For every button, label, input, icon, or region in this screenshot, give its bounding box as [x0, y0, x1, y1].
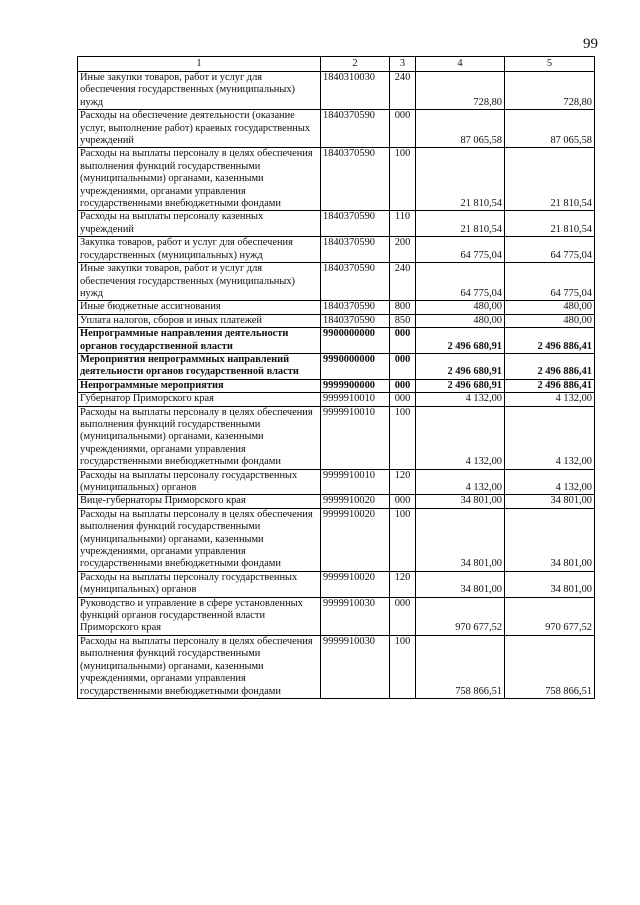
row-amount-col4: 758 866,51 — [416, 635, 505, 698]
row-code: 1840370590 — [321, 237, 390, 263]
row-code: 9990000000 — [321, 353, 390, 379]
row-amount-col5: 34 801,00 — [505, 508, 595, 571]
row-expense-type: 240 — [390, 72, 416, 110]
column-header: 3 — [390, 57, 416, 72]
row-amount-col4: 2 496 680,91 — [416, 328, 505, 354]
table-row — [78, 508, 595, 571]
row-amount-col4: 64 775,04 — [416, 237, 505, 263]
row-code: 1840370590 — [321, 148, 390, 211]
row-expense-type: 000 — [390, 597, 416, 635]
row-code: 9999910020 — [321, 495, 390, 508]
row-amount-col5: 2 496 886,41 — [505, 353, 595, 379]
table-row — [78, 597, 595, 635]
row-code: 1840310030 — [321, 72, 390, 110]
row-name: Расходы на выплаты персоналу казенных учреждений — [78, 211, 321, 237]
row-amount-col5: 758 866,51 — [505, 635, 595, 698]
row-amount-col5: 4 132,00 — [505, 393, 595, 406]
table-row — [78, 353, 595, 379]
row-code: 1840370590 — [321, 301, 390, 314]
row-amount-col4: 21 810,54 — [416, 211, 505, 237]
row-amount-col5: 87 065,58 — [505, 110, 595, 148]
row-name: Непрограммные направления деятельности органов государственной власти — [78, 328, 321, 354]
row-code: 1840370590 — [321, 110, 390, 148]
row-amount-col4: 34 801,00 — [416, 495, 505, 508]
row-amount-col4: 480,00 — [416, 301, 505, 314]
table-row — [78, 237, 595, 263]
row-name: Уплата налогов, сборов и иных платежей — [78, 314, 321, 327]
row-name: Непрограммные мероприятия — [78, 379, 321, 392]
row-name: Мероприятия непрограммных направлений деятельности органов государственной власти — [78, 353, 321, 379]
row-name: Расходы на выплаты персоналу в целях обеспечения выполнения функций государственными (муниципальными) органами, казенными учреждениями, органами управления государственными внебюджетными фондами — [78, 148, 321, 211]
row-amount-col5: 64 775,04 — [505, 237, 595, 263]
row-amount-col5: 480,00 — [505, 301, 595, 314]
row-amount-col4: 34 801,00 — [416, 571, 505, 597]
row-amount-col5: 2 496 886,41 — [505, 328, 595, 354]
row-amount-col4: 480,00 — [416, 314, 505, 327]
row-amount-col5: 21 810,54 — [505, 148, 595, 211]
row-name: Расходы на выплаты персоналу в целях обеспечения выполнения функций государственными (муниципальными) органами, казенными учреждениями, органами управления государственными внебюджетными фондами — [78, 508, 321, 571]
row-code: 1840370590 — [321, 263, 390, 301]
table-row — [78, 393, 595, 406]
row-code: 9999910020 — [321, 571, 390, 597]
row-name: Губернатор Приморского края — [78, 393, 321, 406]
row-expense-type: 100 — [390, 406, 416, 469]
row-amount-col5: 4 132,00 — [505, 406, 595, 469]
row-amount-col4: 4 132,00 — [416, 393, 505, 406]
row-code: 9999910010 — [321, 406, 390, 469]
row-name: Руководство и управление в сфере установленных функций органов государственной власти Приморского края — [78, 597, 321, 635]
row-code: 9999900000 — [321, 379, 390, 392]
row-amount-col4: 64 775,04 — [416, 263, 505, 301]
row-name: Вице-губернаторы Приморского края — [78, 495, 321, 508]
table-row — [78, 263, 595, 301]
row-name: Расходы на выплаты персоналу в целях обеспечения выполнения функций государственными (муниципальными) органами, казенными учреждениями, органами управления государственными внебюджетными фондами — [78, 635, 321, 698]
row-expense-type: 800 — [390, 301, 416, 314]
row-amount-col4: 34 801,00 — [416, 508, 505, 571]
table-row — [78, 469, 595, 495]
budget-table — [77, 56, 595, 699]
column-header: 4 — [416, 57, 505, 72]
table-header-row — [78, 57, 595, 72]
row-expense-type: 000 — [390, 495, 416, 508]
row-amount-col5: 970 677,52 — [505, 597, 595, 635]
row-expense-type: 000 — [390, 379, 416, 392]
row-name: Закупка товаров, работ и услуг для обеспечения государственных (муниципальных) нужд — [78, 237, 321, 263]
row-amount-col5: 64 775,04 — [505, 263, 595, 301]
row-code: 9999910030 — [321, 635, 390, 698]
table-row — [78, 635, 595, 698]
row-amount-col4: 4 132,00 — [416, 469, 505, 495]
table-row — [78, 314, 595, 327]
row-expense-type: 000 — [390, 353, 416, 379]
column-header: 2 — [321, 57, 390, 72]
row-expense-type: 000 — [390, 393, 416, 406]
row-amount-col4: 21 810,54 — [416, 148, 505, 211]
row-expense-type: 100 — [390, 148, 416, 211]
row-amount-col5: 4 132,00 — [505, 469, 595, 495]
row-amount-col5: 2 496 886,41 — [505, 379, 595, 392]
column-header: 1 — [78, 57, 321, 72]
row-code: 9999910020 — [321, 508, 390, 571]
row-expense-type: 200 — [390, 237, 416, 263]
row-amount-col4: 4 132,00 — [416, 406, 505, 469]
row-amount-col4: 87 065,58 — [416, 110, 505, 148]
row-expense-type: 120 — [390, 469, 416, 495]
row-code: 9900000000 — [321, 328, 390, 354]
table-row — [78, 495, 595, 508]
row-amount-col4: 2 496 680,91 — [416, 379, 505, 392]
row-expense-type: 000 — [390, 110, 416, 148]
row-amount-col4: 2 496 680,91 — [416, 353, 505, 379]
row-expense-type: 240 — [390, 263, 416, 301]
row-amount-col5: 34 801,00 — [505, 495, 595, 508]
row-code: 1840370590 — [321, 211, 390, 237]
page-number: 99 — [583, 36, 598, 52]
table-row — [78, 571, 595, 597]
table-row — [78, 301, 595, 314]
row-name: Расходы на выплаты персоналу государственных (муниципальных) органов — [78, 469, 321, 495]
row-amount-col5: 728,80 — [505, 72, 595, 110]
row-amount-col5: 34 801,00 — [505, 571, 595, 597]
row-expense-type: 000 — [390, 328, 416, 354]
row-expense-type: 120 — [390, 571, 416, 597]
row-name: Расходы на обеспечение деятельности (оказание услуг, выполнение работ) краевых государственных учреждений — [78, 110, 321, 148]
table-body — [78, 72, 595, 699]
row-name: Иные закупки товаров, работ и услуг для обеспечения государственных (муниципальных) нужд — [78, 263, 321, 301]
row-expense-type: 110 — [390, 211, 416, 237]
table-row — [78, 211, 595, 237]
row-amount-col4: 970 677,52 — [416, 597, 505, 635]
row-code: 9999910010 — [321, 393, 390, 406]
table-row — [78, 72, 595, 110]
row-code: 9999910030 — [321, 597, 390, 635]
row-code: 1840370590 — [321, 314, 390, 327]
table-row — [78, 110, 595, 148]
row-amount-col4: 728,80 — [416, 72, 505, 110]
row-name: Иные закупки товаров, работ и услуг для обеспечения государственных (муниципальных) нужд — [78, 72, 321, 110]
row-expense-type: 850 — [390, 314, 416, 327]
row-name: Иные бюджетные ассигнования — [78, 301, 321, 314]
table-row — [78, 406, 595, 469]
row-code: 9999910010 — [321, 469, 390, 495]
table-row — [78, 148, 595, 211]
row-name: Расходы на выплаты персоналу в целях обеспечения выполнения функций государственными (муниципальными) органами, казенными учреждениями, органами управления государственными внебюджетными фондами — [78, 406, 321, 469]
row-expense-type: 100 — [390, 508, 416, 571]
table-row — [78, 379, 595, 392]
row-expense-type: 100 — [390, 635, 416, 698]
column-header: 5 — [505, 57, 595, 72]
row-name: Расходы на выплаты персоналу государственных (муниципальных) органов — [78, 571, 321, 597]
table-row — [78, 328, 595, 354]
row-amount-col5: 21 810,54 — [505, 211, 595, 237]
row-amount-col5: 480,00 — [505, 314, 595, 327]
